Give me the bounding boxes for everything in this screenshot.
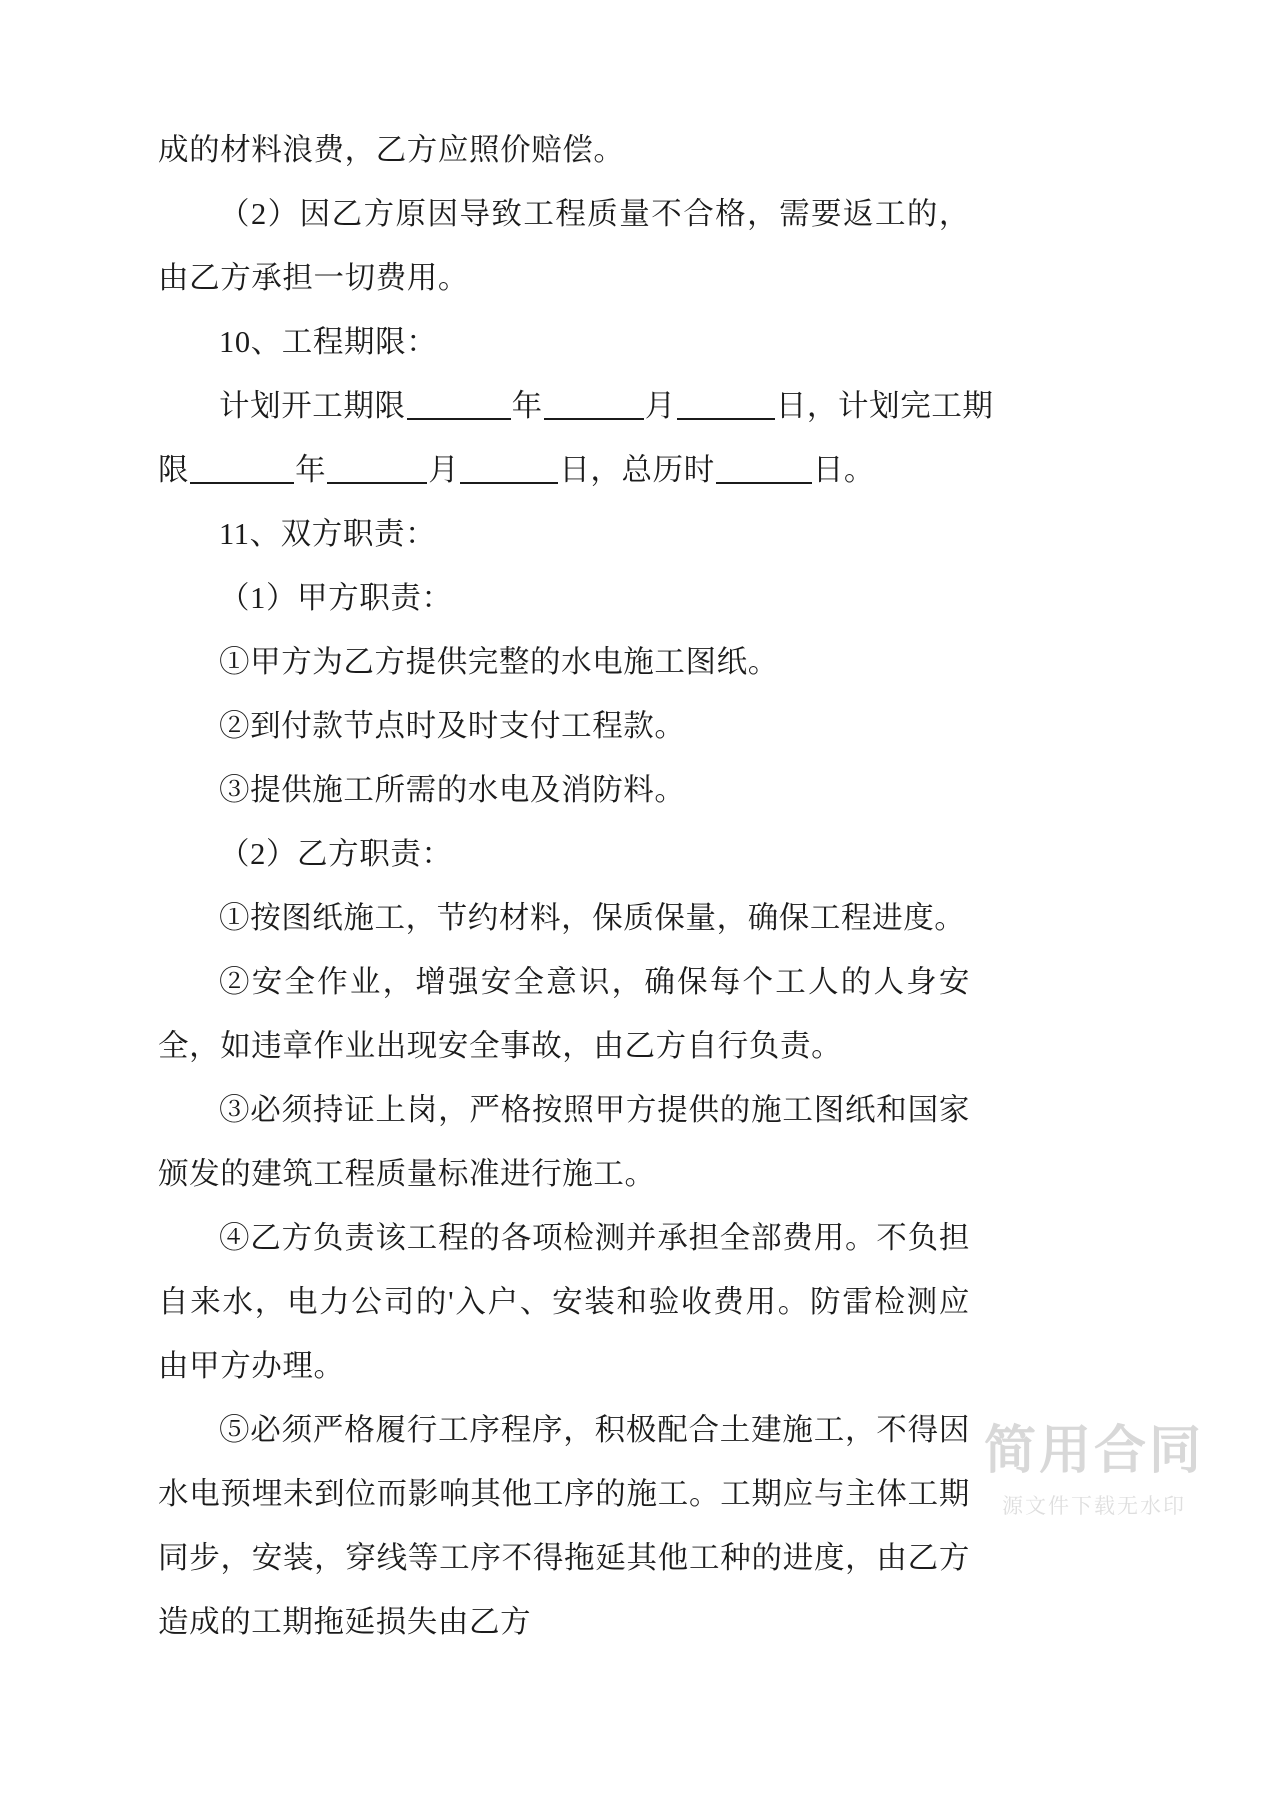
heading-section-10: 10、工程期限： xyxy=(219,325,438,359)
party-b-duty-1: ①按图纸施工，节约材料，保质保量，确保工程进度。 xyxy=(219,901,966,935)
start-day-unit: 日，计划完工期 xyxy=(775,389,994,423)
party-a-duty-3: ③提供施工所需的水电及消防料。 xyxy=(219,773,686,807)
end-day-unit: 日，总历时 xyxy=(559,453,715,487)
party-b-duty-4: ④乙方负责该工程的各项检测并承担全部费用。不负担自来水，电力公司的'入户、安装和验收费用。防雷检测应由甲方办理。 xyxy=(158,1221,970,1383)
watermark-title: 简用合同 xyxy=(983,1421,1204,1481)
end-year-unit: 年 xyxy=(295,453,327,487)
party-b-duty-3: ③必须持证上岗，严格按照甲方提供的施工图纸和国家颁发的建筑工程质量标准进行施工。 xyxy=(158,1093,970,1191)
schedule-end-date-line xyxy=(158,438,970,502)
party-a-duty-1: ①甲方为乙方提供完整的水电施工图纸。 xyxy=(219,645,779,679)
end-month-unit: 月 xyxy=(428,453,460,487)
heading-party-b-duties: （2）乙方职责： xyxy=(219,837,453,871)
schedule-prefix-label: 计划开工期限 xyxy=(219,389,406,423)
end-month-blank[interactable] xyxy=(327,482,427,484)
paragraph-clause-9-2: （2）因乙方原因导致工程质量不合格，需要返工的，由乙方承担一切费用。 xyxy=(158,197,970,295)
end-year-blank[interactable] xyxy=(190,482,294,484)
end-day-blank[interactable] xyxy=(460,482,558,484)
total-duration-blank[interactable] xyxy=(716,482,812,484)
start-year-blank[interactable] xyxy=(407,418,511,420)
start-month-blank[interactable] xyxy=(544,418,644,420)
party-a-duty-2: ②到付款节点时及时支付工程款。 xyxy=(219,709,686,743)
heading-party-a-duties: （1）甲方职责： xyxy=(219,581,453,615)
watermark-subtitle: 源文件下载无水印 xyxy=(1002,1494,1186,1518)
heading-section-11: 11、双方职责： xyxy=(219,517,437,551)
schedule-end-prefix-label: 限 xyxy=(158,453,190,487)
paragraph-material-waste: 成的材料浪费，乙方应照价赔偿。 xyxy=(158,133,625,167)
start-year-unit: 年 xyxy=(511,389,543,423)
start-month-unit: 月 xyxy=(644,389,676,423)
watermark xyxy=(944,1422,1244,1520)
start-day-blank[interactable] xyxy=(677,418,775,420)
document-body xyxy=(158,118,994,1654)
schedule-start-date-line xyxy=(158,374,994,438)
party-b-duty-2: ②安全作业，增强安全意识，确保每个工人的人身安全，如违章作业出现安全事故，由乙方自行负责。 xyxy=(158,965,970,1063)
party-b-duty-5: ⑤必须严格履行工序程序，积极配合土建施工，不得因水电预埋未到位而影响其他工序的施工。工期应与主体工期同步，安装，穿线等工序不得拖延其他工种的进度，由乙方造成的工期拖延损失由乙方 xyxy=(158,1413,970,1639)
total-duration-unit: 日。 xyxy=(812,453,876,487)
